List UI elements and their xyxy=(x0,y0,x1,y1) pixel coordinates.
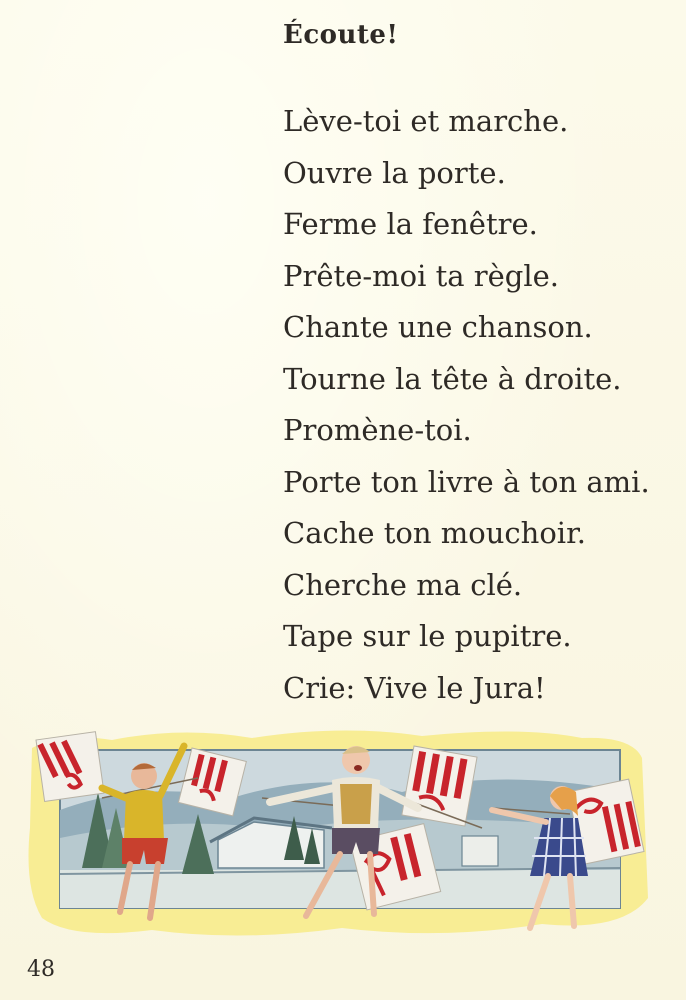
command-line: Ouvre la porte. xyxy=(283,155,506,190)
command-line: Cache ton mouchoir. xyxy=(283,516,586,550)
command-line: Promène-toi. xyxy=(283,413,472,447)
command-line: Cherche ma clé. xyxy=(283,567,523,602)
page-title: Écoute! xyxy=(283,20,399,50)
command-line: Prête-moi ta règle. xyxy=(283,258,560,293)
page-number: 48 xyxy=(27,957,55,982)
command-line: Crie: Vive le Jura! xyxy=(283,670,546,705)
command-line: Tape sur le pupitre. xyxy=(283,619,572,653)
children-flags-illustration xyxy=(22,718,652,948)
command-line: Chante une chanson. xyxy=(283,310,593,344)
command-list xyxy=(283,96,650,714)
command-line: Ferme la fenêtre. xyxy=(283,207,538,241)
command-line: Porte ton livre à ton ami. xyxy=(283,464,650,499)
command-line: Lève-toi et marche. xyxy=(283,104,569,138)
command-line: Tourne la tête à droite. xyxy=(283,361,622,396)
